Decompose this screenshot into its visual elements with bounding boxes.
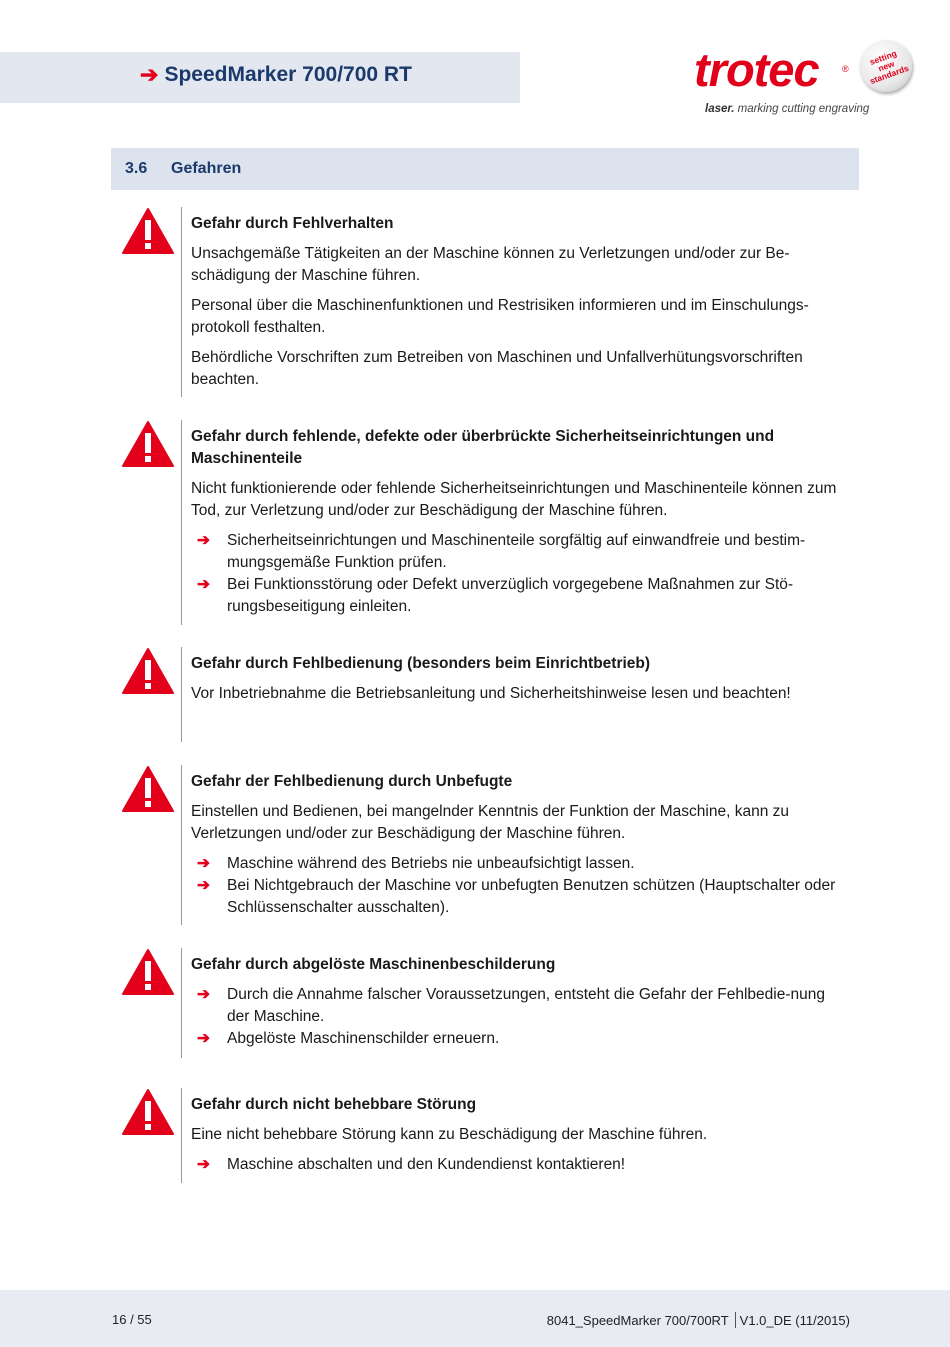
warning-triangle-icon [121, 207, 175, 255]
arrow-right-icon: ➔ [140, 62, 159, 87]
warning-title: Gefahr durch fehlende, defekte oder überbrückte Sicherheitseinrichtungen und Maschinenteile [191, 428, 775, 467]
warning-triangle-icon [121, 765, 175, 813]
action-text: Durch die Annahme falscher Voraussetzungen, entsteht die Gefahr der Fehlbedie-nung der Maschine. [227, 986, 825, 1025]
action-item [191, 875, 841, 919]
logo-registered: ® [842, 64, 849, 74]
vertical-rule [181, 948, 182, 1058]
arrow-right-icon: ➔ [197, 1030, 210, 1047]
doc-version: V1.0_DE (11/2015) [739, 1312, 850, 1328]
vertical-rule [181, 207, 182, 397]
warning-triangle-icon [121, 420, 175, 468]
warning-content [191, 954, 841, 1050]
warning-paragraph: Nicht funktionierende oder fehlende Sicherheitseinrichtungen und Maschinenteile können zum Tod, zur Verletzung und/oder zur Beschädigung der Maschine führen. [191, 480, 837, 519]
action-text: Bei Funktionsstörung oder Defekt unverzüglich vorgegebene Maßnahmen zur Stö-rungsbeseitigung einleiten. [227, 576, 794, 615]
warning-content [191, 771, 841, 919]
vertical-rule [181, 647, 182, 742]
action-item [191, 853, 841, 875]
vertical-rule [181, 1088, 182, 1183]
action-list [191, 530, 841, 618]
doc-name: 8041_SpeedMarker 700/700RT [546, 1312, 729, 1328]
trotec-logo [690, 40, 920, 120]
logo-badge [860, 40, 912, 92]
action-item [191, 1028, 841, 1050]
section-number: 3.6 [125, 160, 148, 177]
arrow-right-icon: ➔ [197, 576, 210, 593]
vertical-rule [181, 765, 182, 925]
action-text: Maschine abschalten und den Kundendienst kontaktieren! [227, 1156, 626, 1173]
arrow-right-icon: ➔ [197, 877, 210, 894]
warning-content [191, 213, 841, 399]
warning-paragraph: Eine nicht behebbare Störung kann zu Beschädigung der Maschine führen. [191, 1126, 708, 1143]
warning-triangle-icon [121, 948, 175, 996]
action-item [191, 530, 841, 574]
page-number: 16 / 55 [112, 1312, 152, 1327]
warning-content [191, 653, 841, 713]
warning-paragraph: Personal über die Maschinenfunktionen und Restrisiken informieren und im Einschulungs-protokoll festhalten. [191, 297, 809, 336]
warning-content [191, 1094, 841, 1176]
warning-title: Gefahr durch abgelöste Maschinenbeschilderung [191, 956, 556, 973]
action-text: Sicherheitseinrichtungen und Maschinenteile sorgfältig auf einwandfreie und bestim-mungsgemäße Funktion prüfen. [227, 532, 806, 571]
warning-paragraph: Vor Inbetriebnahme die Betriebsanleitung und Sicherheitshinweise lesen und beachten! [191, 685, 791, 702]
warning-triangle-icon [121, 1088, 175, 1136]
warning-title: Gefahr durch nicht behebbare Störung [191, 1096, 477, 1113]
action-list [191, 1154, 841, 1176]
logo-tagline [705, 103, 869, 115]
page-header [140, 62, 412, 88]
arrow-right-icon: ➔ [197, 855, 210, 872]
warning-title: Gefahr durch Fehlbedienung (besonders beim Einrichtbetrieb) [191, 655, 651, 672]
warning-paragraph: Einstellen und Bedienen, bei mangelnder Kenntnis der Funktion der Maschine, kann zu Verletzungen und/oder zur Beschädigung der Maschine führen. [191, 803, 789, 842]
header-title: SpeedMarker 700/700 RT [164, 63, 412, 86]
warning-content [191, 426, 841, 618]
vertical-rule [181, 420, 182, 625]
action-list [191, 853, 841, 919]
warning-paragraph: Unsachgemäße Tätigkeiten an der Maschine können zu Verletzungen und/oder zur Be-schädigung der Maschine führen. [191, 245, 790, 284]
logo-tag-bold: laser. [705, 103, 735, 115]
warning-paragraph: Behördliche Vorschriften zum Betreiben von Maschinen und Unfallverhütungsvorschriften beachten. [191, 349, 803, 388]
section-title: Gefahren [171, 160, 242, 177]
section-heading [111, 148, 859, 190]
warning-triangle-icon [121, 647, 175, 695]
footer-doc-info [547, 1312, 850, 1328]
warning-title: Gefahr der Fehlbedienung durch Unbefugte [191, 773, 513, 790]
logo-badge-text: setting new standards [867, 47, 910, 86]
action-list [191, 984, 841, 1050]
action-text: Maschine während des Betriebs nie unbeaufsichtigt lassen. [227, 855, 635, 872]
action-item [191, 574, 841, 618]
logo-word: trotec [694, 43, 819, 96]
arrow-right-icon: ➔ [197, 986, 210, 1003]
action-text: Abgelöste Maschinenschilder erneuern. [227, 1030, 500, 1047]
arrow-right-icon: ➔ [197, 1156, 210, 1173]
footer-separator [735, 1312, 736, 1328]
action-text: Bei Nichtgebrauch der Maschine vor unbefugten Benutzen schützen (Hauptschalter oder Schlüssenschalter ausschalten). [227, 877, 836, 916]
logo-tag-rest: marking cutting engraving [734, 103, 870, 115]
action-item [191, 1154, 841, 1176]
arrow-right-icon: ➔ [197, 532, 210, 549]
action-item [191, 984, 841, 1028]
warning-title: Gefahr durch Fehlverhalten [191, 215, 394, 232]
